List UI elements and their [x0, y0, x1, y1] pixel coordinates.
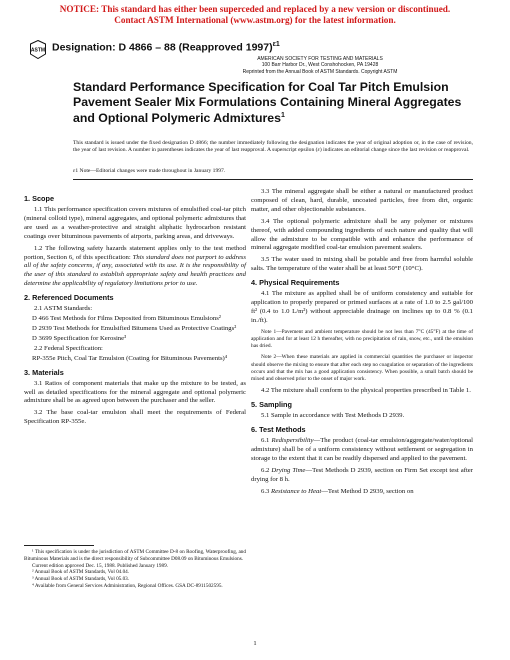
paragraph-6-2: 6.2 Drying Time—Test Methods D 2939, section on Firm Set except test after drying for 8 h.: [251, 466, 474, 483]
left-column: [24, 190, 246, 430]
paragraph-6-1: 6.1 Redispersibility—The product (coal-tar emulsion/aggregate/water/optional admixture) shall be of a uniform consistency without settlement or segregation in storage to the extent that it can be readily dispersed and applied to the pavement.: [251, 437, 474, 462]
section-heading-test-methods: 6. Test Methods: [251, 425, 306, 435]
astm-logo: [30, 40, 46, 59]
paragraph-4-1: 4.1 The mixture as applied shall be of uniform consistency and suitable for application to properly prepared or primed surfaces at a rate of 1.0 to 2.5 gal/100 ft² (0.4 to 1.0 L/m²) without appreciable drainage on inclines up to 0.8 % (0.1 in./ft).: [251, 290, 473, 324]
footnote-1: ¹ This specification is under the jurisdiction of ASTM Committee D-8 on Roofing, Waterproofing, and Bituminous Materials and is the direct responsibility of Subcommittee D08.09 on Bituminous Emulsions.: [24, 549, 246, 562]
designation-epsilon: ε1: [272, 41, 280, 48]
section-heading-sampling: 5. Sampling: [251, 400, 292, 410]
ref-rp355e: RP-355e Pitch, Coal Tar Emulsion (Coating for Bituminous Pavements)⁴: [32, 354, 228, 362]
paragraph-4-2: 4.2 The mixture shall conform to the physical properties prescribed in Table 1.: [261, 387, 471, 395]
section-heading-referenced-documents: 2. Referenced Documents: [24, 293, 114, 303]
society-name: AMERICAN SOCIETY FOR TESTING AND MATERIALS: [257, 56, 383, 62]
designation: [52, 41, 280, 54]
section-heading-materials: 3. Materials: [24, 367, 64, 377]
title-footnote-ref: 1: [280, 112, 285, 119]
footnote-divider: [24, 545, 94, 546]
paragraph-3-4: 3.4 The optional polymeric admixture shall be any polymer or mixtures thereof, with added compounding ingredients of such nature and quality that will allow the admixture to be compatible with and enhance the performance of mineral aggregate modified coal-tar emulsion pavement sealers.: [251, 217, 473, 252]
section-heading-physical-requirements: 4. Physical Requirements: [251, 278, 340, 288]
superseded-notice: [0, 4, 510, 26]
reprint-notice: Reprinted from the Annual Book of ASTM Standards. Copyright ASTM: [242, 68, 398, 75]
paragraph-3-3: 3.3 The mineral aggregate shall be either a natural or manufactured product composed of clean, hard, durable, uncoated particles, free from dirt, organic matter, and other objectionable substances.: [251, 188, 473, 213]
designation-text: Designation: D 4866 – 88 (Reapproved 1997): [52, 41, 273, 54]
standard-title: [73, 80, 473, 126]
ref-d2939: D 2939 Test Methods for Emulsified Bitumens Used as Protective Coatings²: [32, 324, 237, 332]
issue-statement: This standard is issued under the fixed designation D 4866; the number immediately following the designation indicates the year of original adoption or, in the case of revision, the year of last revision. A number in parentheses indicates the year of last reapproval. A superscript epsilon (ε) indicates an editorial change since the last revision or reapproval.: [73, 140, 473, 154]
paragraph-3-2: 3.2 The base coal-tar emulsion shall meet the requirements of Federal Specification RP-355e.: [24, 409, 246, 426]
paragraph-2-1: 2.1 ASTM Standards:: [34, 305, 93, 313]
notice-line-2: Contact ASTM International (www.astm.org) for the latest information.: [114, 15, 396, 25]
ref-d3699: D 3699 Specification for Kerosine³: [32, 334, 127, 342]
footnote-1-approval: Current edition approved Dec. 15, 1988. Published January 1989.: [32, 562, 169, 569]
paragraph-6-3: 6.3 Resistance to Heat—Test Method D 2939, section on: [261, 487, 414, 495]
safety-statement: This standard does not purport to address all of the safety concerns, if any, associated with its use. It is the responsibility of the user of this standard to establish appropriate safety and health practices and determine the applicability of regulatory limitations prior to use.: [24, 253, 247, 288]
society-info: [180, 56, 460, 75]
note-1: Note 1—Pavement and ambient temperature should be not less than 7°C (45°F) at the time of application and for at least 12 h thereafter, with no precipitation of rain, snow, etc., until the emulsion has dried.: [251, 328, 473, 350]
footnote-4: ⁴ Available from General Services Administration, Regional Offices. GSA DC-8911502595.: [32, 582, 223, 589]
ref-d466: D 466 Test Methods for Films Deposited from Bituminous Emulsions²: [32, 315, 221, 323]
paragraph-3-1: 3.1 Ratios of component materials that make up the mixture to be tested, as well as detailed specifications for the mineral aggregate and optional polymeric admixture shall be as agreed upon between the purchaser and the seller.: [24, 379, 246, 405]
title-text: Standard Performance Specification for Coal Tar Pitch Emulsion Pavement Sealer Mix Formulations Containing Mineral Aggregates and Optional Polymeric Admixtures: [73, 80, 462, 126]
header-divider: [73, 179, 473, 180]
svg-text:ASTM: ASTM: [30, 47, 46, 54]
footnote-2: ² Annual Book of ASTM Standards, Vol 04.04.: [32, 569, 130, 576]
paragraph-2-2: 2.2 Federal Specification:: [34, 344, 103, 352]
section-heading-scope: 1. Scope: [24, 194, 55, 203]
right-column: [251, 188, 473, 499]
footnote-3: ³ Annual Book of ASTM Standards, Vol 05.03.: [32, 576, 130, 583]
paragraph-1-1: 1.1 This performance specification covers mixtures of emulsified coal-tar pitch (mineral colloid type), mineral aggregates, and optional polymeric admixtures that are used as a weather-protective and straight aliphatic hydrocarbon resistant coatings over bituminous pavements of airports, parking areas, and driveways.: [24, 206, 246, 240]
society-address: 100 Barr Harbor Dr., West Conshohocken, PA 19428: [261, 62, 379, 69]
notice-line-1: NOTICE: This standard has either been superceded and replaced by a new version or discontinued.: [59, 4, 451, 14]
page-number: 1: [253, 640, 257, 647]
paragraph-1-2: 1.2 The following safety hazards statement applies only to the test method portion, Section 6, of this specification: This standard does not purport to address all of the safety concerns, if any, associated with its use. It is the responsibility of the user of this standard to establish appropriate safety and health practices and determine the applicability of regulatory limitations prior to use.: [24, 244, 247, 288]
paragraph-3-5: 3.5 The water used in mixing shall be potable and free from harmful soluble salts. The temperature of the water shall be at least 50°F (10°C).: [251, 256, 473, 273]
editorial-note: ε1 Note—Editorial changes were made throughout in January 1997.: [73, 168, 226, 174]
paragraph-5-1: 5.1 Sample in accordance with Test Methods D 2939.: [261, 412, 405, 420]
footnotes: [24, 549, 246, 590]
note-2: Note 2—When these materials are applied in commercial quantities the purchaser or inspector should observe the mixing to ensure that after each step no coagulation or separation of the ingredients occurs and that the mix has a good application consistency. When possible, a small batch should be mixed and observed prior to the onset of major work.: [251, 354, 473, 382]
